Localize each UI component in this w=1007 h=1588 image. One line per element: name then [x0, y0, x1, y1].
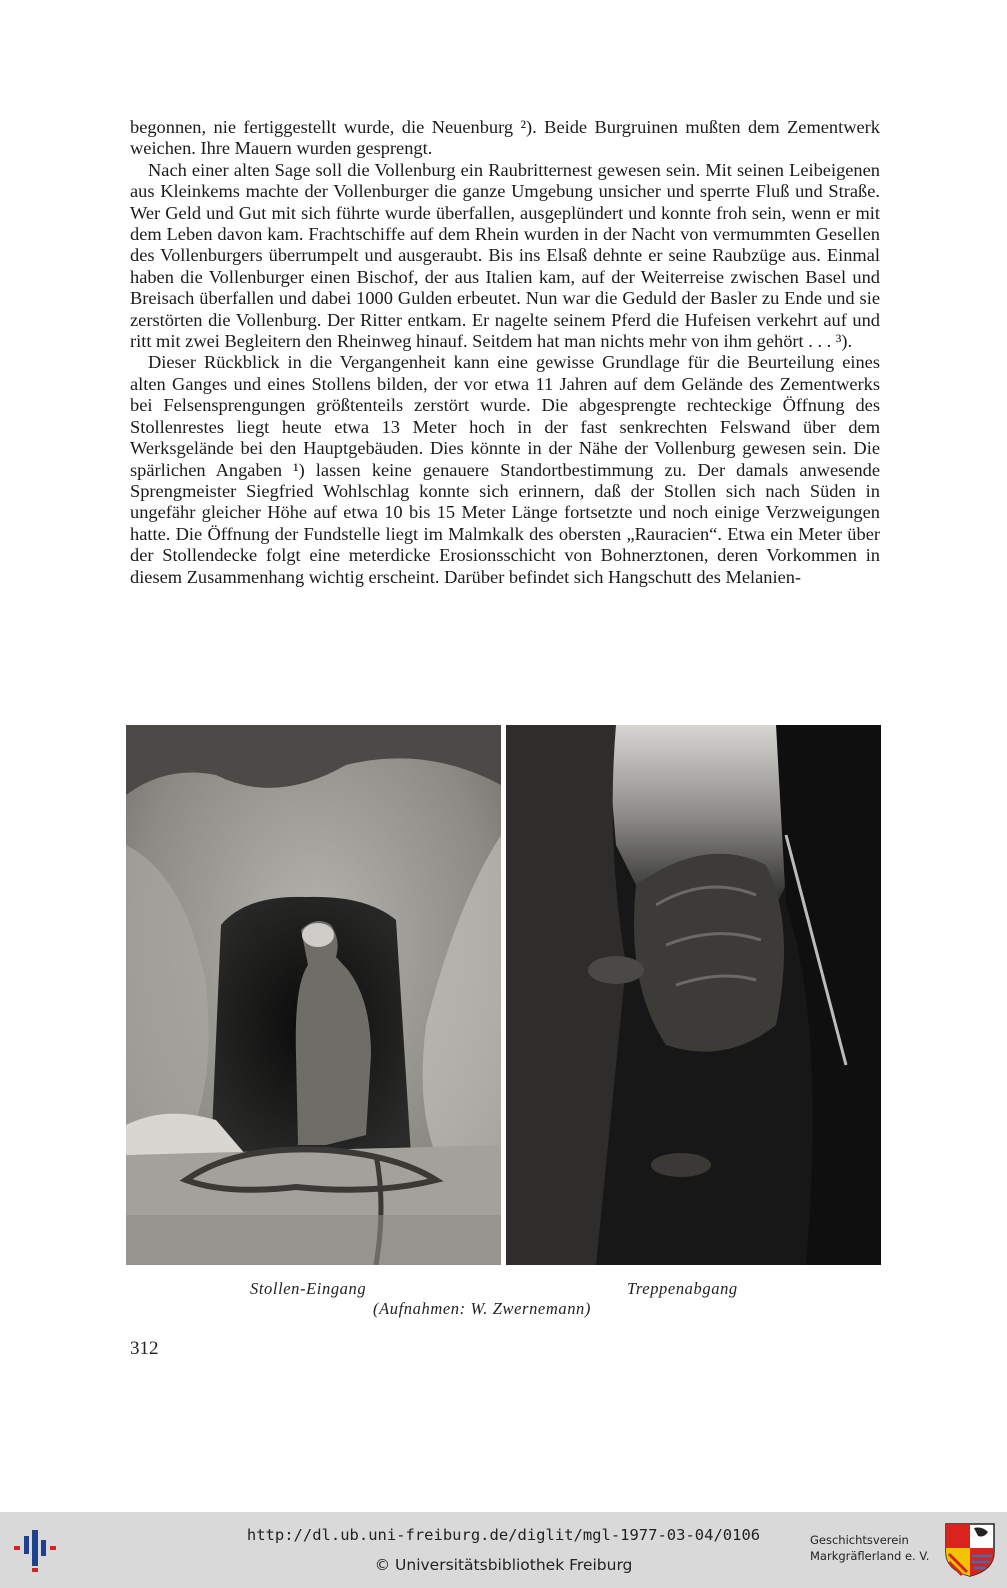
paragraph-1: begonnen, nie fertiggestellt wurde, die Neuenburg ²). Beide Burgruinen mußten dem Zementwerk weichen. Ihre Mauern wurden gesprengt. [130, 117, 880, 159]
tunnel-entrance-image [126, 725, 501, 1265]
stairway-image [506, 725, 881, 1265]
photo-pair [126, 725, 881, 1265]
photo-credit: (Aufnahmen: W. Zwernemann) [373, 1299, 592, 1318]
org-line-2: Markgräflerland e. V. [810, 1549, 930, 1563]
page-number: 312 [130, 1338, 159, 1359]
footer-copyright: © Universitätsbibliothek Freiburg [374, 1556, 633, 1574]
footer-url[interactable]: http://dl.ub.uni-freiburg.de/diglit/mgl-1977-03-04/0106 [246, 1526, 761, 1544]
photo-stollen-eingang [126, 725, 501, 1265]
caption-left: Stollen-Eingang [250, 1279, 367, 1298]
paragraph-2: Nach einer alten Sage soll die Vollenburg ein Raubritternest gewesen sein. Mit seinen Leibeigenen aus Kleinkems machte der Vollenburger die ganze Umgebung unsicher und sperrte Fluß und Straße. Wer Geld und Gut mit sich führte wurde überfallen, ausgeplündert und konnte froh sein, wenn er mit dem Leben davon kam. Frachtschiffe auf dem Rhein wurden in der Nacht von vermummten Gesellen des Vollenburgers überrumpelt und ausgeraubt. Bis ins Elsaß dehnte er seine Raubzüge aus. Einmal haben die Vollenburger einen Bischof, der aus Italien kam, auf der Weiterreise zwischen Basel und Breisach überfallen und dabei 1000 Gulden erbeutet. Nun war die Geduld der Basler zu Ende und sie zerstörten die Vollenburg. Der Ritter entkam. Er nagelte seinem Pferd die Hufeisen verkehrt auf und ritt mit zwei Begleitern den Rheinweg hinauf. Seitdem hat man nichts mehr von ihm gehört . . . ³). [130, 159, 880, 352]
caption-right: Treppenabgang [627, 1279, 738, 1298]
coat-of-arms-icon [944, 1522, 996, 1578]
photo-treppenabgang [506, 725, 881, 1265]
paragraph-3: Dieser Rückblick in die Vergangenheit kann eine gewisse Grundlage für die Beurteilung eines alten Ganges und eines Stollens bilden, der vor etwa 11 Jahren auf dem Gelände des Zementwerks bei Felsensprengungen größtenteils zerstört wurde. Die abgesprengte rechteckige Öffnung des Stollenrestes liegt heute etwa 13 Meter hoch in der fast senkrechten Felswand über dem Werksgelände bei den Hauptgebäuden. Dies könnte in der Nähe der Vollenburg gewesen sein. Die spärlichen Angaben ¹) lassen keine genauere Standortbestimmung zu. Der damals anwesende Sprengmeister Siegfried Wohlschlag konnte sich erinnern, daß der Stollen sich nach Süden in ungefähr gleicher Höhe auf etwa 10 bis 15 Meter Länge fortsetzte und noch einige Verzweigungen hatte. Die Öffnung der Fundstelle liegt im Malmkalk des obersten „Rauracien“. Etwa ein Meter über der Stollendecke folgt eine meterdicke Erosionsschicht von Bohnerztonen, deren Vorkommen in diesem Zusammenhang wichtig erscheint. Darüber befindet sich Hangschutt des Melanien- [130, 352, 880, 587]
org-line-1: Geschichtsverein [810, 1533, 909, 1547]
body-text [130, 117, 880, 588]
footer-organization [810, 1532, 929, 1564]
